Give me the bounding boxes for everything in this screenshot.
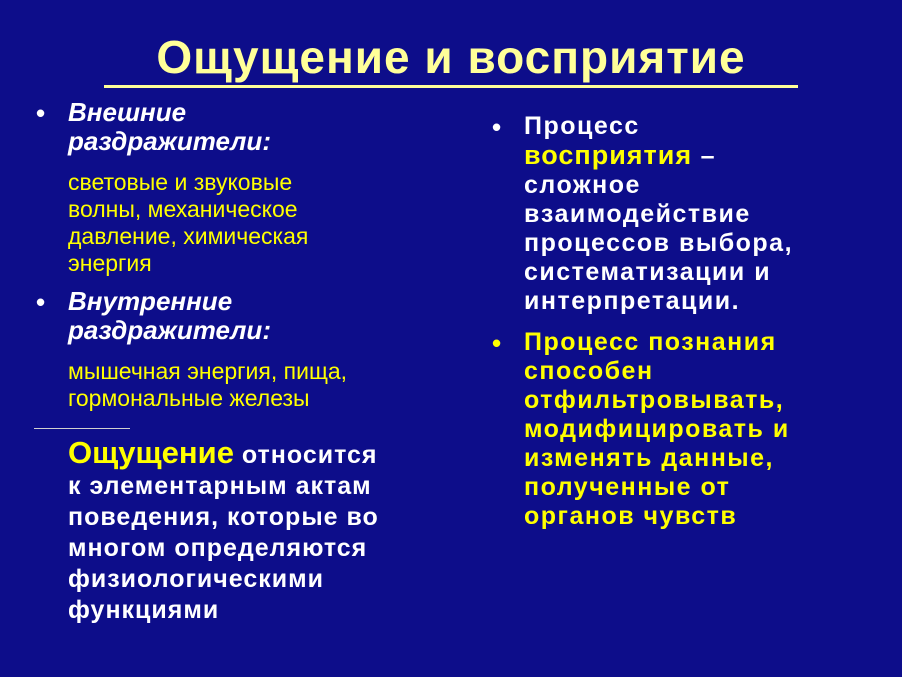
heading-line: раздражители:	[68, 315, 271, 345]
heading-line: раздражители:	[68, 126, 271, 156]
perception-item	[488, 112, 888, 316]
perception-definition	[524, 112, 888, 316]
cognition-line: изменять данные,	[524, 444, 774, 472]
sensation-definition	[32, 437, 472, 626]
internal-stimuli-item	[32, 287, 472, 345]
cognition-line: способен	[524, 357, 654, 385]
detail-line: гормональные железы	[68, 385, 310, 411]
perception-line: взаимодействие	[524, 200, 751, 228]
cognition-line: органов чувств	[524, 502, 738, 530]
bullet-icon: •	[492, 112, 502, 142]
perception-line: систематизации и	[524, 258, 772, 286]
sensation-line: функциями	[68, 596, 220, 624]
bullet-icon: •	[492, 328, 502, 358]
sensation-text: относится	[233, 441, 378, 469]
sensation-line: к элементарным актам	[68, 472, 372, 500]
perception-term: восприятия	[524, 140, 693, 170]
heading-line: Внешние	[68, 97, 187, 127]
divider	[34, 428, 130, 429]
heading-line: Внутренние	[68, 286, 233, 316]
sensation-line	[68, 437, 472, 471]
cognition-line: отфильтровывать,	[524, 386, 785, 414]
external-stimuli-heading	[68, 98, 472, 156]
cognition-item	[488, 328, 888, 531]
left-column	[32, 98, 472, 626]
cognition-line: модифицировать и	[524, 415, 790, 443]
internal-stimuli-heading	[68, 287, 472, 345]
sensation-term: Ощущение	[68, 435, 234, 470]
perception-line: Процесс	[524, 112, 640, 140]
sensation-line: многом определяются	[68, 534, 368, 562]
title-underline	[104, 85, 798, 88]
cognition-definition	[524, 328, 888, 531]
perception-dash: –	[692, 142, 716, 170]
detail-line: мышечная энергия, пища,	[68, 358, 348, 384]
detail-line: давление, химическая	[68, 223, 309, 249]
detail-line: энергия	[68, 250, 152, 276]
perception-line	[524, 141, 888, 171]
external-stimuli-item	[32, 98, 472, 156]
perception-line: сложное	[524, 171, 641, 199]
bullet-icon: •	[36, 98, 46, 128]
cognition-line: полученные от	[524, 473, 731, 501]
bullet-icon: •	[36, 287, 46, 317]
external-stimuli-detail	[32, 169, 472, 277]
perception-line: интерпретации.	[524, 287, 741, 315]
detail-line: волны, механическое	[68, 196, 298, 222]
slide-title: Ощущение и восприятие	[156, 31, 746, 83]
internal-stimuli-detail	[32, 358, 472, 412]
right-column	[488, 112, 888, 531]
perception-line: процессов выбора,	[524, 229, 794, 257]
cognition-line: Процесс познания	[524, 328, 777, 356]
detail-line: световые и звуковые	[68, 169, 293, 195]
sensation-line: физиологическими	[68, 565, 325, 593]
sensation-line: поведения, которые во	[68, 503, 379, 531]
